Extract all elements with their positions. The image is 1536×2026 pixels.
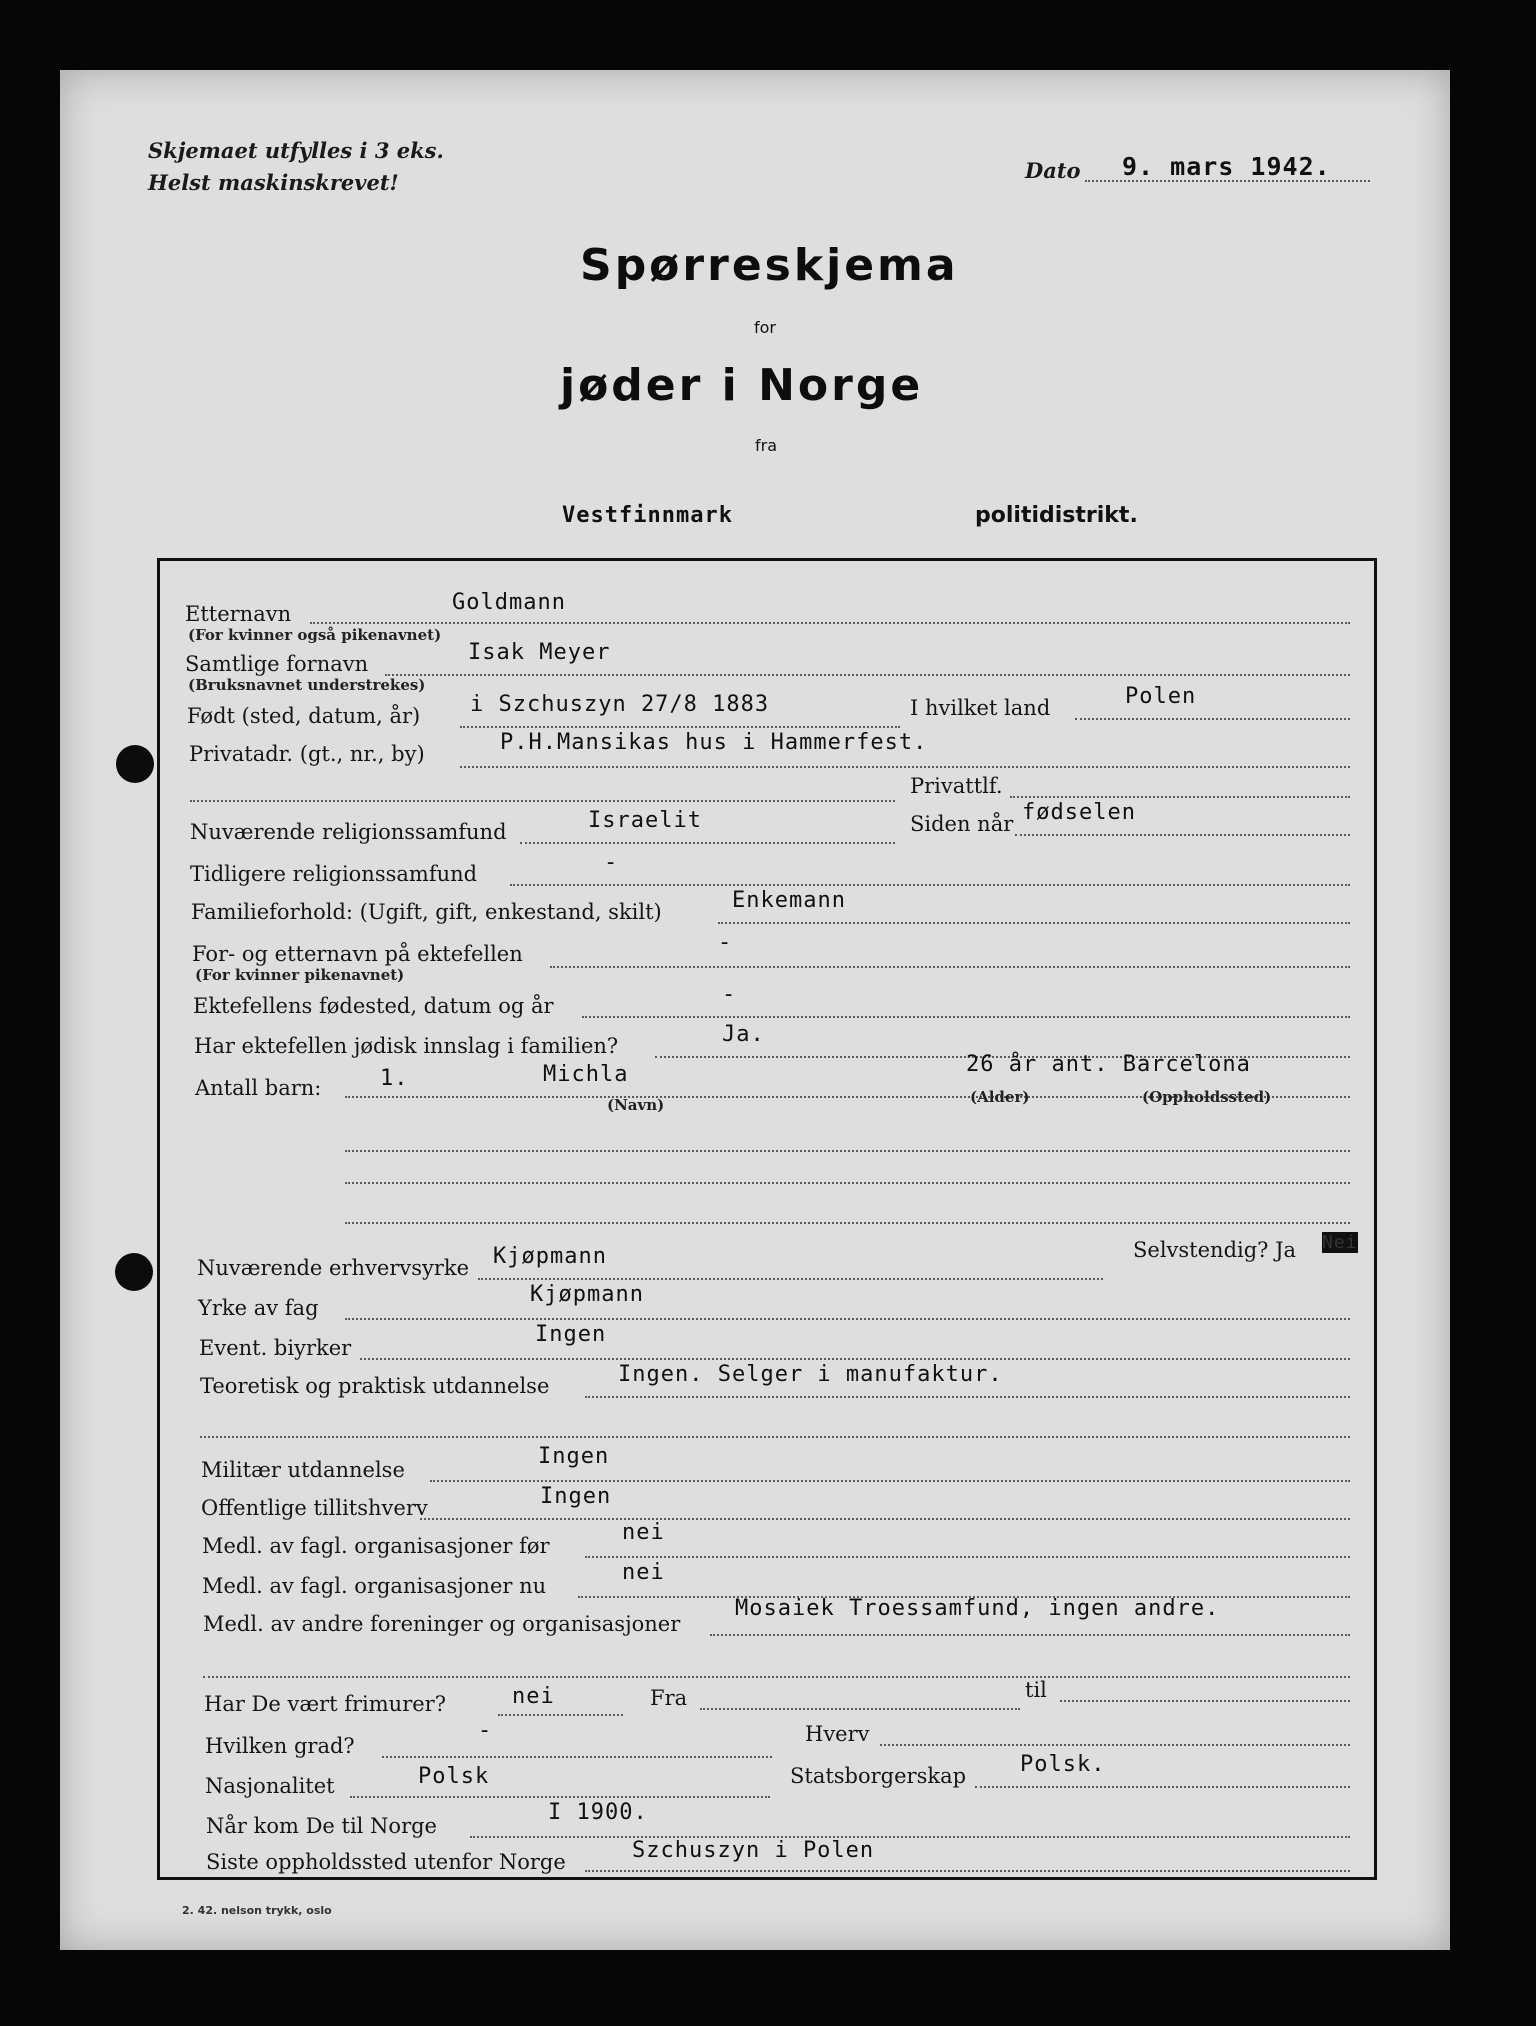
citizenship-value: Polsk. xyxy=(1020,1752,1106,1777)
associations-value: Mosaiek Troessamfund, ingen andre. xyxy=(735,1596,1220,1621)
religion-prev-line xyxy=(510,884,1350,886)
address-label: Privatadr. (gt., nr., by) xyxy=(189,742,425,766)
org-before-line xyxy=(585,1556,1350,1558)
title-fra: fra xyxy=(755,436,778,455)
children-count: 1. xyxy=(380,1066,409,1091)
family-status-label: Familieforhold: (Ugift, gift, enkestand, skilt) xyxy=(191,900,662,924)
religion-prev-value: - xyxy=(604,850,619,875)
spouse-name-line xyxy=(550,966,1350,968)
fill-note: Skjemaet utfylles i 3 eks. xyxy=(148,138,444,163)
occupation-line xyxy=(478,1278,1103,1280)
self-employed-struck: Nei xyxy=(1322,1232,1358,1253)
org-before-label: Medl. av fagl. organisasjoner før xyxy=(202,1534,550,1558)
spouse-name-value: - xyxy=(718,930,733,955)
family-status-value: Enkemann xyxy=(732,888,846,913)
associations-line-2 xyxy=(203,1676,1350,1678)
child-place-label: (Oppholdssted) xyxy=(1142,1088,1272,1106)
district-label: politidistrikt. xyxy=(975,503,1138,528)
org-now-label: Medl. av fagl. organisasjoner nu xyxy=(202,1574,547,1598)
spouse-name-sublabel: (For kvinner pikenavnet) xyxy=(195,966,405,984)
degree-label: Hvilken grad? xyxy=(205,1734,355,1758)
child-name: Michla xyxy=(543,1062,629,1087)
religion-prev-label: Tidligere religionssamfund xyxy=(190,862,478,886)
country-value: Polen xyxy=(1125,684,1197,709)
freemason-to-line xyxy=(1060,1700,1350,1702)
born-label: Født (sted, datum, år) xyxy=(187,704,421,728)
spouse-jewish-label: Har ektefellen jødisk innslag i familien? xyxy=(194,1034,619,1058)
date-value: 9. mars 1942. xyxy=(1122,152,1331,181)
phone-label: Privattlf. xyxy=(910,774,1003,798)
children-extra-line-1 xyxy=(345,1150,1350,1152)
country-line xyxy=(1075,718,1350,720)
freemason-from-label: Fra xyxy=(650,1686,688,1710)
org-before-value: nei xyxy=(622,1520,665,1545)
military-line xyxy=(430,1480,1350,1482)
education-line-2 xyxy=(200,1436,1350,1438)
spouse-name-label: For- og etternavn på ektefellen xyxy=(192,942,523,966)
form-title: Spørreskjema xyxy=(580,240,959,291)
associations-line xyxy=(710,1634,1350,1636)
side-jobs-value: Ingen xyxy=(535,1322,607,1347)
religion-now-line xyxy=(520,842,895,844)
trade-line xyxy=(345,1318,1350,1320)
education-value: Ingen. Selger i manufaktur. xyxy=(618,1362,1003,1387)
child-age-place: 26 år ant. Barcelona xyxy=(966,1052,1251,1077)
arrival-value: I 1900. xyxy=(548,1800,648,1825)
country-label: I hvilket land xyxy=(910,696,1051,720)
religion-now-value: Israelit xyxy=(588,808,702,833)
address-line-2 xyxy=(190,800,895,802)
since-label: Siden når xyxy=(910,812,1014,836)
self-employed-label: Selvstendig? Ja xyxy=(1133,1238,1297,1262)
since-line xyxy=(1015,834,1350,836)
military-label: Militær utdannelse xyxy=(201,1458,405,1482)
public-office-label: Offentlige tillitshverv xyxy=(201,1496,428,1520)
spouse-birth-value: - xyxy=(722,982,737,1007)
side-jobs-label: Event. biyrker xyxy=(199,1336,352,1360)
occupation-value: Kjøpmann xyxy=(493,1244,607,1269)
address-line xyxy=(460,766,1350,768)
family-status-line xyxy=(718,922,1350,924)
born-value: i Szchuszyn 27/8 1883 xyxy=(470,692,770,717)
given-names-sublabel: (Bruksnavnet understrekes) xyxy=(188,676,426,694)
freemason-from-line xyxy=(700,1708,1020,1710)
since-value: fødselen xyxy=(1022,800,1136,825)
surname-line xyxy=(310,622,1350,624)
trade-value: Kjøpmann xyxy=(530,1282,644,1307)
nationality-label: Nasjonalitet xyxy=(205,1774,335,1798)
freemason-line xyxy=(498,1714,623,1716)
spouse-birth-label: Ektefellens fødested, datum og år xyxy=(193,994,554,1018)
nationality-value: Polsk xyxy=(418,1764,490,1789)
given-names-line xyxy=(385,674,1350,676)
public-office-line xyxy=(420,1518,1350,1520)
nationality-line xyxy=(350,1796,770,1798)
associations-label: Medl. av andre foreninger og organisasjoner xyxy=(203,1612,681,1636)
given-names-label: Samtlige fornavn xyxy=(185,652,369,676)
last-residence-line xyxy=(585,1870,1350,1872)
printer-imprint: 2. 42. nelson trykk, oslo xyxy=(182,1904,332,1917)
district-value: Vestfinnmark xyxy=(562,503,733,528)
children-extra-line-3 xyxy=(345,1222,1350,1224)
child-name-label: (Navn) xyxy=(607,1096,665,1114)
freemason-to-label: til xyxy=(1025,1678,1047,1702)
surname-label: Etternavn xyxy=(185,602,292,626)
surname-value: Goldmann xyxy=(452,590,566,615)
date-label: Dato xyxy=(1025,158,1081,183)
last-residence-label: Siste oppholdssted utenfor Norge xyxy=(206,1850,566,1874)
office-label: Hverv xyxy=(805,1722,870,1746)
office-line xyxy=(880,1744,1350,1746)
freemason-label: Har De vært frimurer? xyxy=(204,1692,446,1716)
title-for: for xyxy=(754,318,776,337)
typing-note: Helst maskinskrevet! xyxy=(148,170,399,195)
born-line xyxy=(460,726,900,728)
trade-label: Yrke av fag xyxy=(198,1296,319,1320)
form-subtitle: jøder i Norge xyxy=(560,360,924,411)
child-age-label: (Alder) xyxy=(970,1088,1030,1106)
last-residence-value: Szchuszyn i Polen xyxy=(632,1838,875,1863)
given-names-value: Isak Meyer xyxy=(468,640,611,665)
citizenship-label: Statsborgerskap xyxy=(790,1764,967,1788)
military-value: Ingen xyxy=(538,1444,610,1469)
degree-value: - xyxy=(478,1718,493,1743)
punch-hole-bottom xyxy=(115,1253,153,1291)
children-label: Antall barn: xyxy=(195,1076,322,1100)
citizenship-line xyxy=(975,1786,1350,1788)
address-value: P.H.Mansikas hus i Hammerfest. xyxy=(500,730,928,755)
public-office-value: Ingen xyxy=(540,1484,612,1509)
spouse-birth-line xyxy=(582,1016,1350,1018)
degree-line xyxy=(382,1756,772,1758)
spouse-jewish-value: Ja. xyxy=(722,1022,765,1047)
children-extra-line-2 xyxy=(345,1182,1350,1184)
religion-now-label: Nuværende religionssamfund xyxy=(190,820,507,844)
occupation-label: Nuværende erhvervsyrke xyxy=(197,1256,470,1280)
phone-line xyxy=(1010,796,1350,798)
arrival-label: Når kom De til Norge xyxy=(206,1814,437,1838)
punch-hole-top xyxy=(116,745,154,783)
surname-sublabel: (For kvinner også pikenavnet) xyxy=(188,626,442,644)
side-jobs-line xyxy=(360,1358,1350,1360)
org-now-value: nei xyxy=(622,1560,665,1585)
education-line xyxy=(585,1396,1350,1398)
freemason-value: nei xyxy=(512,1684,555,1709)
education-label: Teoretisk og praktisk utdannelse xyxy=(200,1374,550,1398)
arrival-line xyxy=(470,1836,1350,1838)
